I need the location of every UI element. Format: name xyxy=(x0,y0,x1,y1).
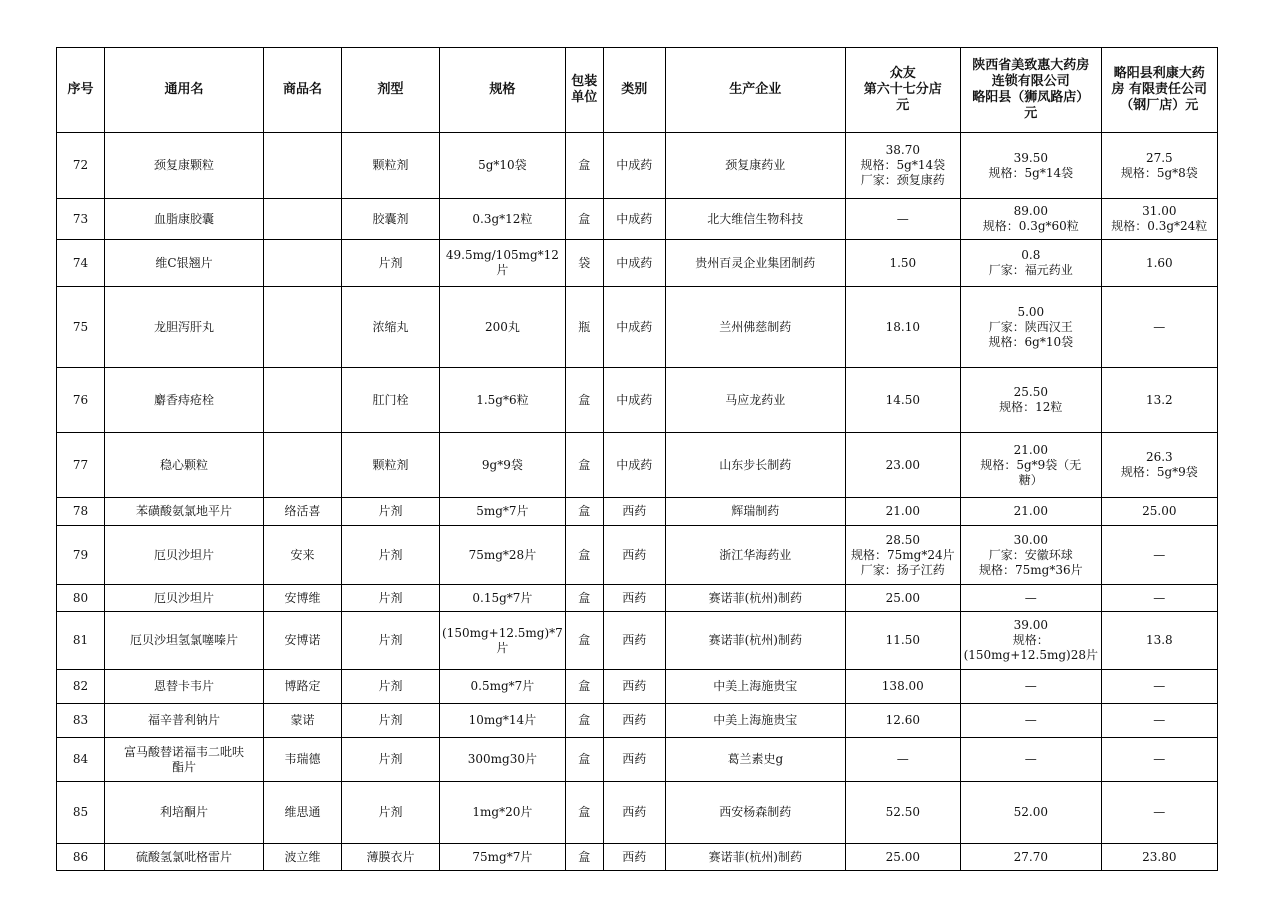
header-cell: 类别 xyxy=(603,48,665,133)
table-cell: 85 xyxy=(57,782,105,844)
table-cell: 0.8 厂家：福元药业 xyxy=(960,240,1101,287)
table-cell: 31.00 规格：0.3g*24粒 xyxy=(1101,199,1217,240)
table-cell: — xyxy=(1101,287,1217,368)
header-cell: 生产企业 xyxy=(665,48,845,133)
table-cell: 西药 xyxy=(603,526,665,585)
table-cell: 兰州佛慈制药 xyxy=(665,287,845,368)
header-cell: 剂型 xyxy=(342,48,440,133)
table-cell: 75mg*28片 xyxy=(440,526,566,585)
table-cell: 138.00 xyxy=(845,670,960,704)
table-cell: 袋 xyxy=(565,240,603,287)
table-cell: 片剂 xyxy=(342,526,440,585)
table-cell: 52.00 xyxy=(960,782,1101,844)
table-cell: 73 xyxy=(57,199,105,240)
table-row xyxy=(57,287,1218,368)
table-cell: 麝香痔疮栓 xyxy=(105,368,264,433)
table-cell: 龙胆泻肝丸 xyxy=(105,287,264,368)
table-cell: — xyxy=(960,704,1101,738)
table-cell: 25.00 xyxy=(1101,498,1217,526)
table-cell: 盒 xyxy=(565,612,603,670)
table-cell xyxy=(264,368,342,433)
table-cell: 30.00 厂家：安徽环球 规格：75mg*36片 xyxy=(960,526,1101,585)
table-cell: 中美上海施贵宝 xyxy=(665,704,845,738)
table-row xyxy=(57,612,1218,670)
table-cell: 盒 xyxy=(565,199,603,240)
table-cell: 盒 xyxy=(565,782,603,844)
table-cell xyxy=(264,433,342,498)
header-cell: 包装 单位 xyxy=(565,48,603,133)
table-cell: 胶囊剂 xyxy=(342,199,440,240)
table-cell: 82 xyxy=(57,670,105,704)
header-cell: 商品名 xyxy=(264,48,342,133)
table-cell: 西药 xyxy=(603,612,665,670)
table-cell: 39.00 规格： (150mg+12.5mg)28片 xyxy=(960,612,1101,670)
table-cell: 28.50 规格：75mg*24片 厂家：扬子江药 xyxy=(845,526,960,585)
table-cell: 利培酮片 xyxy=(105,782,264,844)
table-cell: 21.00 规格：5g*9袋（无 糖） xyxy=(960,433,1101,498)
table-cell: 10mg*14片 xyxy=(440,704,566,738)
table-cell: 200丸 xyxy=(440,287,566,368)
table-cell: 片剂 xyxy=(342,782,440,844)
table-cell: 富马酸替诺福韦二吡呋 酯片 xyxy=(105,738,264,782)
table-cell: 26.3 规格：5g*9袋 xyxy=(1101,433,1217,498)
table-cell: 81 xyxy=(57,612,105,670)
table-cell: 38.70 规格：5g*14袋 厂家：颈复康药 xyxy=(845,133,960,199)
price-comparison-table xyxy=(56,47,1218,871)
table-cell: 盒 xyxy=(565,585,603,612)
table-cell: 颈复康颗粒 xyxy=(105,133,264,199)
table-cell: 博路定 xyxy=(264,670,342,704)
table-cell: 盒 xyxy=(565,433,603,498)
table-cell: 25.50 规格：12粒 xyxy=(960,368,1101,433)
table-cell xyxy=(264,240,342,287)
table-cell: 安博诺 xyxy=(264,612,342,670)
table-cell: 盒 xyxy=(565,704,603,738)
table-cell xyxy=(264,199,342,240)
table-cell: 片剂 xyxy=(342,240,440,287)
table-cell: 5g*10袋 xyxy=(440,133,566,199)
table-cell: 27.70 xyxy=(960,844,1101,871)
table-row xyxy=(57,585,1218,612)
table-cell: 片剂 xyxy=(342,704,440,738)
table-cell: 片剂 xyxy=(342,612,440,670)
table-cell: — xyxy=(1101,782,1217,844)
table-cell: 中成药 xyxy=(603,240,665,287)
table-cell: 1.50 xyxy=(845,240,960,287)
table-cell: 77 xyxy=(57,433,105,498)
table-cell: 中成药 xyxy=(603,199,665,240)
table-cell: 9g*9袋 xyxy=(440,433,566,498)
table-cell: 片剂 xyxy=(342,585,440,612)
table-cell: 11.50 xyxy=(845,612,960,670)
table-row xyxy=(57,704,1218,738)
table-cell: 21.00 xyxy=(845,498,960,526)
table-cell: — xyxy=(845,738,960,782)
table-cell: 安博维 xyxy=(264,585,342,612)
table-row xyxy=(57,498,1218,526)
table-cell: 21.00 xyxy=(960,498,1101,526)
table-cell: — xyxy=(960,585,1101,612)
header-cell: 略阳县利康大药 房 有限责任公司 （钢厂店）元 xyxy=(1101,48,1217,133)
table-cell: 盒 xyxy=(565,738,603,782)
table-cell: 25.00 xyxy=(845,844,960,871)
table-cell: 76 xyxy=(57,368,105,433)
table-cell: 72 xyxy=(57,133,105,199)
table-row xyxy=(57,738,1218,782)
table-cell: 肛门栓 xyxy=(342,368,440,433)
table-cell: 西药 xyxy=(603,844,665,871)
table-cell: 辉瑞制药 xyxy=(665,498,845,526)
table-cell: 葛兰素史g xyxy=(665,738,845,782)
table-cell: 薄膜衣片 xyxy=(342,844,440,871)
table-cell xyxy=(264,133,342,199)
table-cell: 0.15g*7片 xyxy=(440,585,566,612)
table-cell: 5mg*7片 xyxy=(440,498,566,526)
table-cell: 300mg30片 xyxy=(440,738,566,782)
table-row xyxy=(57,240,1218,287)
table-cell: 5.00 厂家：陕西汉王 规格：6g*10袋 xyxy=(960,287,1101,368)
table-cell: — xyxy=(845,199,960,240)
table-cell: — xyxy=(960,670,1101,704)
table-cell: 盒 xyxy=(565,133,603,199)
table-cell: — xyxy=(1101,526,1217,585)
table-cell: 盒 xyxy=(565,498,603,526)
table-cell: 中成药 xyxy=(603,368,665,433)
table-cell: 78 xyxy=(57,498,105,526)
table-cell: 75mg*7片 xyxy=(440,844,566,871)
table-cell: 山东步长制药 xyxy=(665,433,845,498)
table-cell: 84 xyxy=(57,738,105,782)
table-row xyxy=(57,368,1218,433)
table-cell: 北大维信生物科技 xyxy=(665,199,845,240)
table-cell: — xyxy=(1101,704,1217,738)
table-cell: 片剂 xyxy=(342,670,440,704)
header-row xyxy=(57,48,1218,133)
table-row xyxy=(57,670,1218,704)
table-cell: 25.00 xyxy=(845,585,960,612)
table-cell: 络活喜 xyxy=(264,498,342,526)
table-cell: 西药 xyxy=(603,670,665,704)
table-cell: 维思通 xyxy=(264,782,342,844)
table-cell: 75 xyxy=(57,287,105,368)
table-cell: 西药 xyxy=(603,585,665,612)
table-cell: 52.50 xyxy=(845,782,960,844)
header-cell: 通用名 xyxy=(105,48,264,133)
table-cell: 厄贝沙坦氢氯噻嗪片 xyxy=(105,612,264,670)
table-cell: 中成药 xyxy=(603,287,665,368)
table-cell: 厄贝沙坦片 xyxy=(105,526,264,585)
table-cell: 西药 xyxy=(603,738,665,782)
table-cell: 苯磺酸氨氯地平片 xyxy=(105,498,264,526)
table-cell: — xyxy=(1101,585,1217,612)
table-cell: 西安杨森制药 xyxy=(665,782,845,844)
table-cell: 49.5mg/105mg*12 片 xyxy=(440,240,566,287)
table-row xyxy=(57,526,1218,585)
table-row xyxy=(57,782,1218,844)
table-cell: 74 xyxy=(57,240,105,287)
header-cell: 规格 xyxy=(440,48,566,133)
table-cell: 12.60 xyxy=(845,704,960,738)
table-cell: 盒 xyxy=(565,670,603,704)
table-cell: 西药 xyxy=(603,782,665,844)
table-cell: 盒 xyxy=(565,526,603,585)
table-cell: 马应龙药业 xyxy=(665,368,845,433)
table-cell: 86 xyxy=(57,844,105,871)
header-cell: 陕西省美致惠大药房 连锁有限公司 略阳县（狮凤路店） 元 xyxy=(960,48,1101,133)
table-cell: 中成药 xyxy=(603,433,665,498)
table-cell: 片剂 xyxy=(342,738,440,782)
table-cell: (150mg+12.5mg)*7 片 xyxy=(440,612,566,670)
table-cell: 福辛普利钠片 xyxy=(105,704,264,738)
table-cell: 23.80 xyxy=(1101,844,1217,871)
table-cell: 赛诺菲(杭州)制药 xyxy=(665,844,845,871)
table-row xyxy=(57,199,1218,240)
table-cell: 硫酸氢氯吡格雷片 xyxy=(105,844,264,871)
table-cell: 赛诺菲(杭州)制药 xyxy=(665,585,845,612)
table-cell: 颗粒剂 xyxy=(342,433,440,498)
table-cell: 1mg*20片 xyxy=(440,782,566,844)
table-cell: 1.5g*6粒 xyxy=(440,368,566,433)
table-cell: 蒙诺 xyxy=(264,704,342,738)
table-cell: 中成药 xyxy=(603,133,665,199)
table-cell: 0.5mg*7片 xyxy=(440,670,566,704)
table-cell: 13.8 xyxy=(1101,612,1217,670)
table-cell: 39.50 规格：5g*14袋 xyxy=(960,133,1101,199)
table-cell: — xyxy=(1101,738,1217,782)
table-row xyxy=(57,433,1218,498)
table-cell: 赛诺菲(杭州)制药 xyxy=(665,612,845,670)
table-cell: 韦瑞德 xyxy=(264,738,342,782)
table-cell: 片剂 xyxy=(342,498,440,526)
table-cell: 瓶 xyxy=(565,287,603,368)
table-cell: 27.5 规格：5g*8袋 xyxy=(1101,133,1217,199)
table-cell: 浙江华海药业 xyxy=(665,526,845,585)
header-cell: 众友 第六十七分店 元 xyxy=(845,48,960,133)
table-cell: 79 xyxy=(57,526,105,585)
table-cell: 颗粒剂 xyxy=(342,133,440,199)
table-cell: 13.2 xyxy=(1101,368,1217,433)
table-cell: 恩替卡韦片 xyxy=(105,670,264,704)
table-cell: 80 xyxy=(57,585,105,612)
table-cell: 23.00 xyxy=(845,433,960,498)
table-cell: 西药 xyxy=(603,498,665,526)
table-cell: 中美上海施贵宝 xyxy=(665,670,845,704)
table-cell: 血脂康胶囊 xyxy=(105,199,264,240)
table-cell: 贵州百灵企业集团制药 xyxy=(665,240,845,287)
table-cell: 盒 xyxy=(565,844,603,871)
table-cell: — xyxy=(1101,670,1217,704)
table-cell: 西药 xyxy=(603,704,665,738)
table-cell: 18.10 xyxy=(845,287,960,368)
table-cell: 波立维 xyxy=(264,844,342,871)
table-cell: 厄贝沙坦片 xyxy=(105,585,264,612)
table-cell: 浓缩丸 xyxy=(342,287,440,368)
table-cell: 89.00 规格：0.3g*60粒 xyxy=(960,199,1101,240)
table-row xyxy=(57,844,1218,871)
table-cell: 盒 xyxy=(565,368,603,433)
table-cell: 颈复康药业 xyxy=(665,133,845,199)
table-cell: 安来 xyxy=(264,526,342,585)
table-cell: 0.3g*12粒 xyxy=(440,199,566,240)
table-cell: 14.50 xyxy=(845,368,960,433)
table-row xyxy=(57,133,1218,199)
table-cell xyxy=(264,287,342,368)
table-cell: 维C银翘片 xyxy=(105,240,264,287)
table-cell: — xyxy=(960,738,1101,782)
header-cell: 序号 xyxy=(57,48,105,133)
table-cell: 1.60 xyxy=(1101,240,1217,287)
table-cell: 稳心颗粒 xyxy=(105,433,264,498)
table-cell: 83 xyxy=(57,704,105,738)
